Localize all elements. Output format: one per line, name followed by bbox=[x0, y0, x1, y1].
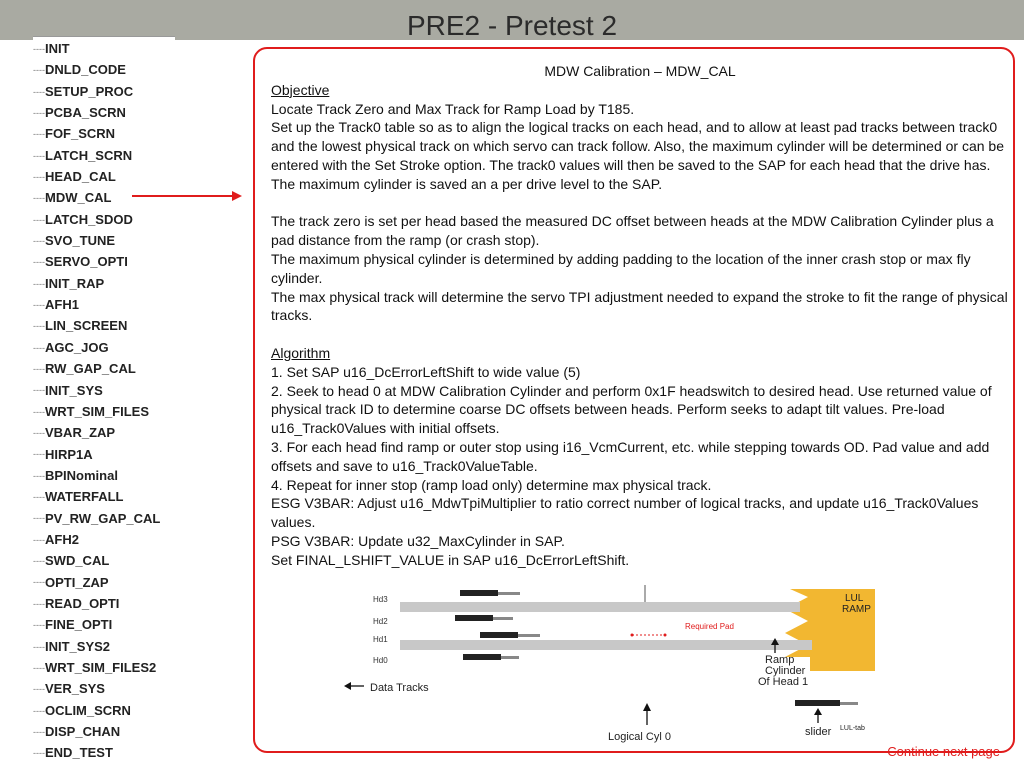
tree-dash: ---- bbox=[33, 428, 45, 439]
test-list-item bbox=[33, 273, 160, 294]
head-slider bbox=[463, 654, 501, 660]
tree-dash: ---- bbox=[33, 257, 45, 268]
test-list-item bbox=[33, 380, 160, 401]
detail-paragraph: The maximum physical cylinder is determined by adding padding to the location of the inner crash stop or max fly cylinder. bbox=[271, 250, 971, 286]
tree-dash: ---- bbox=[33, 321, 45, 332]
test-list-item-label: OCLIM_SCRN bbox=[45, 702, 131, 718]
ramp-label: RAMP bbox=[842, 604, 871, 615]
test-list-item bbox=[33, 508, 160, 529]
test-list-item-label: SWD_CAL bbox=[45, 553, 110, 569]
test-list-item bbox=[33, 614, 160, 635]
test-list-item-label: INIT_SYS2 bbox=[45, 638, 111, 654]
test-list-item-label: SVO_TUNE bbox=[45, 233, 116, 249]
track-bar bbox=[400, 602, 800, 612]
test-list-item-label: PCBA_SCRN bbox=[45, 105, 126, 121]
test-list-item bbox=[33, 294, 160, 315]
test-list-item bbox=[33, 209, 160, 230]
head-label: Hd2 bbox=[373, 617, 388, 626]
test-list-item-label: LATCH_SDOD bbox=[45, 211, 133, 227]
track-bar bbox=[400, 640, 812, 650]
logical-cyl-label: Logical Cyl 0 bbox=[608, 731, 671, 743]
tree-dash: ---- bbox=[33, 171, 45, 182]
test-list-item-label: INIT_SYS bbox=[45, 382, 103, 398]
objective-paragraph: Set up the Track0 table so as to align the logical tracks on each head, and to allow at least pad tracks between track0 and the lowest physical track on which servo can track follow. Also, the maximum cylinder will be determined or can be entered with the Set Stroke option. The track0 values will then be saved to the SAP for each head that the drive has. The maximum cylinder is saved an a per drive level to the SAP. bbox=[271, 119, 1005, 192]
data-tracks-label: Data Tracks bbox=[370, 682, 429, 694]
head-slider bbox=[480, 632, 518, 638]
test-list-item bbox=[33, 59, 160, 80]
ramp-cyl-label: Ramp bbox=[765, 654, 795, 666]
tree-dash: ---- bbox=[33, 300, 45, 311]
algorithm-step: 1. Set SAP u16_DcErrorLeftShift to wide value (5) bbox=[271, 363, 581, 380]
slider-label: slider bbox=[805, 726, 832, 738]
ramp-label: LUL bbox=[845, 593, 864, 604]
ramp-cyl-label: Cylinder bbox=[765, 665, 806, 677]
test-list-item bbox=[33, 422, 160, 443]
test-list-item bbox=[33, 465, 160, 486]
algorithm-label: Algorithm bbox=[271, 344, 331, 361]
pointer-arrow bbox=[132, 188, 244, 204]
tree-dash: ---- bbox=[33, 107, 45, 118]
tree-dash: ---- bbox=[33, 726, 45, 737]
test-list-item-label: VBAR_ZAP bbox=[45, 425, 116, 441]
tree-dash: ---- bbox=[33, 65, 45, 76]
head-slider bbox=[518, 634, 540, 637]
test-list-item-label: SERVO_OPTI bbox=[45, 254, 128, 270]
spacer bbox=[271, 325, 1009, 344]
test-list-item-label: FINE_OPTI bbox=[45, 617, 113, 633]
track-diagram bbox=[340, 585, 920, 747]
test-list-item-label: SETUP_PROC bbox=[45, 83, 134, 99]
test-list-item bbox=[33, 123, 160, 144]
detail-paragraph: The max physical track will determine the servo TPI adjustment needed to expand the stroke to fit the range of physical tracks. bbox=[271, 288, 1008, 324]
test-list-panel bbox=[33, 36, 175, 765]
test-list-item bbox=[33, 700, 160, 721]
test-list-item bbox=[33, 166, 160, 187]
test-list-item-label: AFH1 bbox=[45, 297, 79, 313]
test-list-item-label: MDW_CAL bbox=[45, 190, 112, 206]
test-list-item-label: DNLD_CODE bbox=[45, 62, 126, 78]
tree-dash: ---- bbox=[33, 86, 45, 97]
test-list-item-label: AGC_JOG bbox=[45, 339, 109, 355]
test-list-item-label: WRT_SIM_FILES bbox=[45, 403, 150, 419]
detail-paragraph: The track zero is set per head based the measured DC offset between heads at the MDW Calibration Cylinder plus a pad distance from the ramp (or crash stop). bbox=[271, 213, 994, 249]
test-list-item bbox=[33, 486, 160, 507]
tree-dash: ---- bbox=[33, 748, 45, 759]
test-list-item bbox=[33, 401, 160, 422]
algorithm-step: 2. Seek to head 0 at MDW Calibration Cylinder and perform 0x1F headswitch to desired head. Use returned value of physical track ID to determine coarse DC offsets between heads. Perform seeks to adapt tilt values. Pre-load u16_Track0Values with initial offsets. bbox=[271, 382, 992, 437]
tree-dash: ---- bbox=[33, 342, 45, 353]
test-list-item bbox=[33, 230, 160, 251]
test-list-item bbox=[33, 102, 160, 123]
test-list-item bbox=[33, 657, 160, 678]
objective-line: Locate Track Zero and Max Track for Ramp Load by T185. bbox=[271, 100, 635, 117]
tree-dash: ---- bbox=[33, 534, 45, 545]
tree-dash: ---- bbox=[33, 129, 45, 140]
test-list-item-label: BPINominal bbox=[45, 467, 118, 483]
tree-dash: ---- bbox=[33, 43, 45, 54]
algorithm-step: Set FINAL_LSHIFT_VALUE in SAP u16_DcErrorLeftShift. bbox=[271, 551, 630, 568]
test-list-item-label: INIT bbox=[45, 41, 70, 56]
test-list-item bbox=[33, 145, 160, 166]
test-list-item bbox=[33, 742, 160, 763]
test-list-item-label: VER_SYS bbox=[45, 681, 105, 697]
ramp-cyl-label: Of Head 1 bbox=[758, 676, 809, 688]
tree-dash: ---- bbox=[33, 705, 45, 716]
test-list-item-label: HIRP1A bbox=[45, 446, 93, 462]
test-list-item-label: LATCH_SCRN bbox=[45, 147, 133, 163]
head-label: Hd3 bbox=[373, 595, 388, 604]
head-slider bbox=[498, 592, 520, 595]
algorithm-step: ESG V3BAR: Adjust u16_MdwTpiMultiplier to ratio correct number of logical tracks, and update u16_Track0Values values. bbox=[271, 495, 979, 531]
tree-dash: ---- bbox=[33, 577, 45, 588]
test-list-item bbox=[33, 636, 160, 657]
tree-dash: ---- bbox=[33, 235, 45, 246]
tree-dash: ---- bbox=[33, 406, 45, 417]
tree-dash: ---- bbox=[33, 684, 45, 695]
test-list-item-label: RW_GAP_CAL bbox=[45, 361, 136, 377]
test-list-item bbox=[33, 444, 160, 465]
test-list-item-label: READ_OPTI bbox=[45, 595, 120, 611]
head-label: Hd1 bbox=[373, 635, 388, 644]
page-title: PRE2 - Pretest 2 bbox=[406, 10, 618, 41]
test-list-item bbox=[33, 721, 160, 742]
spacer bbox=[271, 194, 1009, 213]
test-list-item bbox=[33, 358, 160, 379]
tree-dash: ---- bbox=[33, 214, 45, 225]
content bbox=[271, 62, 1009, 570]
head-slider bbox=[460, 590, 498, 596]
head-slider bbox=[455, 615, 493, 621]
test-list-item-label: FOF_SCRN bbox=[45, 126, 116, 142]
test-list-item bbox=[33, 550, 160, 571]
test-list-item-label: HEAD_CAL bbox=[45, 169, 116, 185]
lul-tab-bar bbox=[840, 702, 858, 705]
test-list-item bbox=[33, 572, 160, 593]
tree-dash: ---- bbox=[33, 385, 45, 396]
test-list-item bbox=[33, 337, 160, 358]
tree-dash: ---- bbox=[33, 598, 45, 609]
test-list-item-label: WATERFALL bbox=[45, 489, 124, 505]
test-list-item-label: AFH2 bbox=[45, 531, 79, 547]
tree-dash: ---- bbox=[33, 556, 45, 567]
tree-dash: ---- bbox=[33, 193, 45, 204]
algorithm-step: PSG V3BAR: Update u32_MaxCylinder in SAP. bbox=[271, 532, 565, 549]
tree-dash: ---- bbox=[33, 513, 45, 524]
head-label: Hd0 bbox=[373, 656, 388, 665]
test-list-item-label: OPTI_ZAP bbox=[45, 574, 109, 590]
test-list-item-label: WRT_SIM_FILES2 bbox=[45, 659, 157, 675]
tree-dash: ---- bbox=[33, 620, 45, 631]
continue-link[interactable]: Continue next page bbox=[887, 744, 1000, 759]
head-slider bbox=[493, 617, 513, 620]
test-list-item bbox=[33, 315, 160, 336]
test-list bbox=[33, 38, 160, 764]
test-list-item-label: PV_RW_GAP_CAL bbox=[45, 510, 161, 526]
required-pad-dot bbox=[664, 634, 667, 637]
tree-dash: ---- bbox=[33, 150, 45, 161]
test-list-item bbox=[33, 678, 160, 699]
section-heading: MDW Calibration – MDW_CAL bbox=[544, 63, 736, 79]
test-list-item bbox=[33, 38, 160, 59]
test-list-item bbox=[33, 81, 160, 102]
lul-tab-label: LUL-tab bbox=[840, 725, 865, 732]
tree-dash: ---- bbox=[33, 641, 45, 652]
slider-bar bbox=[795, 700, 840, 706]
tree-dash: ---- bbox=[33, 492, 45, 503]
objective-label: Objective bbox=[271, 81, 330, 98]
algorithm-step: 3. For each head find ramp or outer stop using i16_VcmCurrent, etc. while stepping towards OD. Pad value and add offsets and save to u16_Track0ValueTable. bbox=[271, 438, 990, 474]
test-list-item-label: LIN_SCREEN bbox=[45, 318, 128, 334]
test-list-item-label: INIT_RAP bbox=[45, 275, 105, 291]
test-list-item bbox=[33, 529, 160, 550]
head-slider bbox=[501, 656, 519, 659]
test-list-item bbox=[33, 593, 160, 614]
test-list-item-label: DISP_CHAN bbox=[45, 724, 121, 739]
tree-dash: ---- bbox=[33, 364, 45, 375]
tree-dash: ---- bbox=[33, 470, 45, 481]
required-pad-dot bbox=[631, 634, 634, 637]
required-pad-label: Required Pad bbox=[685, 622, 734, 631]
test-list-item-label: END_TEST bbox=[45, 745, 113, 761]
tree-dash: ---- bbox=[33, 662, 45, 673]
tree-dash: ---- bbox=[33, 449, 45, 460]
tree-dash: ---- bbox=[33, 278, 45, 289]
test-list-item bbox=[33, 251, 160, 272]
algorithm-step: 4. Repeat for inner stop (ramp load only) determine max physical track. bbox=[271, 476, 712, 493]
